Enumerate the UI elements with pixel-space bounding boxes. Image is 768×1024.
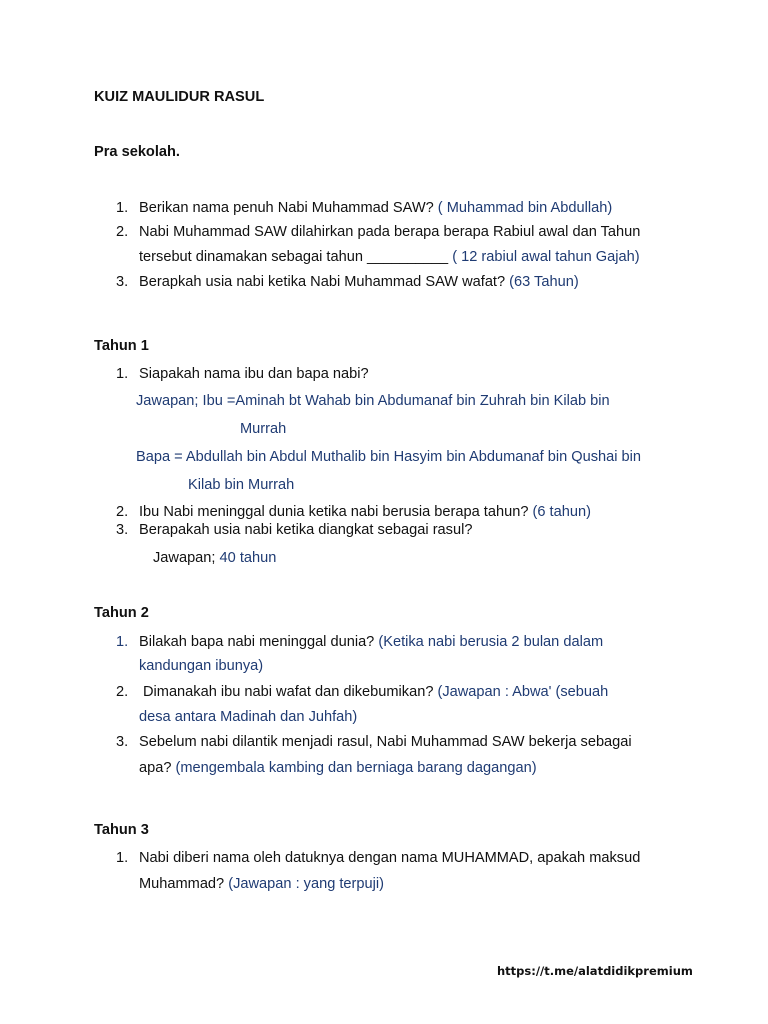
question-item xyxy=(116,273,579,291)
question-text: tersebut dinamakan sebagai tahun __________ xyxy=(139,249,449,265)
question-number: 3. xyxy=(116,274,129,290)
question-number: 1. xyxy=(116,200,129,216)
question-item xyxy=(116,633,603,651)
question-text: Dimanakah ibu nabi wafat dan dikebumikan? xyxy=(143,684,434,700)
question-number: 1. xyxy=(116,634,129,650)
answer-text: Murrah xyxy=(240,421,287,437)
answer-text: ( 12 rabiul awal tahun Gajah) xyxy=(452,249,640,265)
answer-text: (Jawapan : Abwa' (sebuah xyxy=(437,684,609,700)
question-text: Berikan nama penuh Nabi Muhammad SAW? xyxy=(139,200,434,216)
section-heading-tahun3: Tahun 3 xyxy=(94,822,149,838)
question-text: Sebelum nabi dilantik menjadi rasul, Nabi Muhammad SAW bekerja sebagai xyxy=(139,734,632,750)
question-number: 1. xyxy=(116,366,129,382)
answer-text: Jawapan; Ibu =Aminah bt Wahab bin Abdumanaf bin Zuhrah bin Kilab bin xyxy=(136,393,610,409)
question-item xyxy=(116,683,608,701)
section-heading-tahun1: Tahun 1 xyxy=(94,338,149,354)
question-number: 2. xyxy=(116,504,129,520)
question-text: Siapakah nama ibu dan bapa nabi? xyxy=(139,366,369,382)
question-number: 2. xyxy=(116,684,129,700)
question-item xyxy=(116,365,369,383)
question-text: Bilakah bapa nabi meninggal dunia? xyxy=(139,634,375,650)
answer-text: Kilab bin Murrah xyxy=(188,477,295,493)
question-continuation xyxy=(139,875,384,893)
answer-text: desa antara Madinah dan Juhfah) xyxy=(139,709,358,725)
question-continuation xyxy=(139,759,537,777)
question-text: Muhammad? xyxy=(139,876,225,892)
section-heading-tahun2: Tahun 2 xyxy=(94,605,149,621)
question-text: Nabi Muhammad SAW dilahirkan pada berapa berapa Rabiul awal dan Tahun xyxy=(139,224,641,240)
answer-text: ( Muhammad bin Abdullah) xyxy=(437,200,613,216)
question-number: 2. xyxy=(116,224,129,240)
answer-text: Bapa = Abdullah bin Abdul Muthalib bin Hasyim bin Abdumanaf bin Qushai bin xyxy=(136,449,642,465)
footer-link[interactable]: https://t.me/alatdidikpremium xyxy=(497,964,693,978)
question-item xyxy=(116,733,632,751)
question-text: apa? xyxy=(139,760,172,776)
question-item xyxy=(116,199,612,217)
question-text: Nabi diberi nama oleh datuknya dengan nama MUHAMMAD, apakah maksud xyxy=(139,850,641,866)
question-text: Berapkah usia nabi ketika Nabi Muhammad SAW wafat? xyxy=(139,274,506,290)
answer-text: 40 tahun xyxy=(219,550,277,566)
question-number: 3. xyxy=(116,734,129,750)
question-item xyxy=(116,521,472,539)
question-number: 1. xyxy=(116,850,129,866)
answer-text: (6 tahun) xyxy=(532,504,591,520)
answer-text: kandungan ibunya) xyxy=(139,658,264,674)
question-text: Berapakah usia nabi ketika diangkat sebagai rasul? xyxy=(139,522,473,538)
question-continuation xyxy=(139,248,640,266)
question-item xyxy=(116,223,640,241)
section-heading-prasekolah: Pra sekolah. xyxy=(94,144,180,160)
answer-text: (Ketika nabi berusia 2 bulan dalam xyxy=(378,634,604,650)
answer-text: (63 Tahun) xyxy=(509,274,579,290)
question-item xyxy=(116,849,640,867)
question-item xyxy=(116,503,591,521)
answer-label: Jawapan; xyxy=(153,550,216,566)
question-text: Ibu Nabi meninggal dunia ketika nabi berusia berapa tahun? xyxy=(139,504,529,520)
document-title: KUIZ MAULIDUR RASUL xyxy=(94,89,265,105)
answer-text: (Jawapan : yang terpuji) xyxy=(228,876,384,892)
answer-line xyxy=(153,549,276,567)
question-number: 3. xyxy=(116,522,129,538)
answer-text: (mengembala kambing dan berniaga barang dagangan) xyxy=(175,760,537,776)
